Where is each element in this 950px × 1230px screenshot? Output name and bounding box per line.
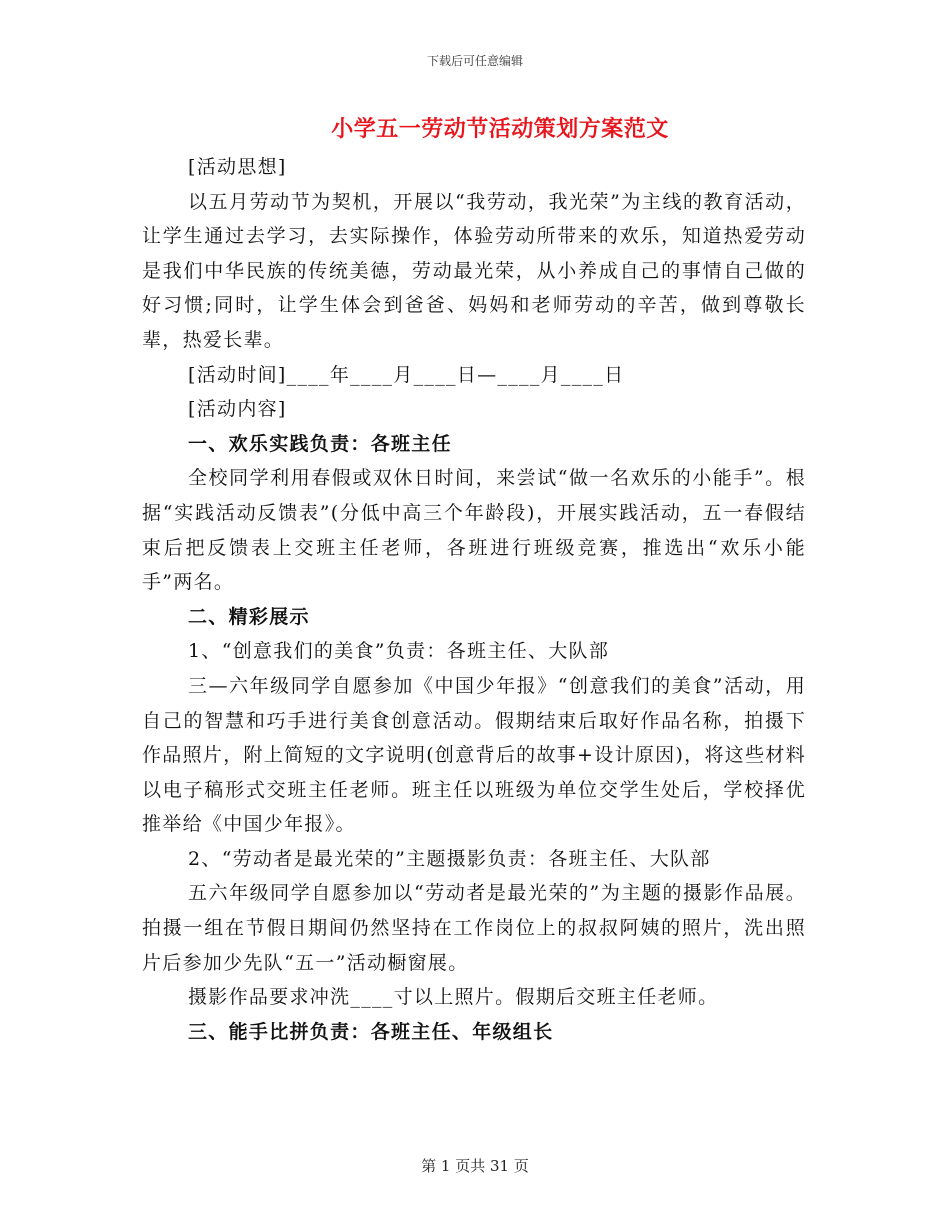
paragraph: 以五月劳动节为契机，开展以“我劳动，我光荣”为主线的教育活动，让学生通过去学习，去实际操作，体验劳动所带来的欢乐，知道热爱劳动是我们中华民族的传统美德，劳动最光荣，从小养成自己的事情自己做的好习惯;同时，让学生体会到爸爸、妈妈和老师劳动的辛苦，做到尊敬长辈，热爱长辈。 [142, 190, 806, 351]
subsection-heading: 2、“劳动者是最光荣的”主题摄影负责：各班主任、大队部 [188, 847, 711, 870]
paragraph: 全校同学利用春假或双休日时间，来尝试“做一名欢乐的小能手”。根据“实践活动反馈表”(分低中高三个年龄段)，开展实践活动，五一春假结束后把反馈表上交班主任老师，各班进行班级竞赛，推选出“欢乐小能手”两名。 [142, 467, 806, 594]
page-footer: 第 1 页共 31 页 [421, 1157, 529, 1175]
section-heading: 二、精彩展示 [188, 605, 310, 628]
section-heading: 一、欢乐实践负责：各班主任 [188, 432, 452, 455]
paragraph: [活动思想] [188, 156, 287, 178]
paragraph: 摄影作品要求冲洗____寸以上照片。假期后交班主任老师。 [188, 986, 719, 1009]
paragraph: 三—六年级同学自愿参加《中国少年报》“创意我们的美食”活动，用自己的智慧和巧手进行美食创意活动。假期结束后取好作品名称，拍摄下作品照片，附上简短的文字说明(创意背后的故事+设计原因)，将这些材料以电子稿形式交班主任老师。班主任以班级为单位交学生处后，学校择优推举给《中国少年报》。 [142, 674, 806, 836]
page-header: 下载后可任意编辑 [426, 54, 523, 68]
paragraph: 五六年级同学自愿参加以“劳动者是最光荣的”为主题的摄影作品展。拍摄一组在节假日期间仍然坚持在工作岗位上的叔叔阿姨的照片，洗出照片后参加少先队“五一”活动橱窗展。 [142, 882, 806, 974]
paragraph: [活动时间]____年____月____日—____月____日 [188, 363, 625, 386]
document-title: 小学五一劳动节活动策划方案范文 [331, 116, 669, 142]
paragraph: [活动内容] [188, 398, 287, 421]
subsection-heading: 1、“创意我们的美食”负责：各班主任、大队部 [188, 640, 610, 663]
section-heading: 三、能手比拼负责：各班主任、年级组长 [188, 1020, 554, 1043]
document-body [142, 150, 806, 1049]
